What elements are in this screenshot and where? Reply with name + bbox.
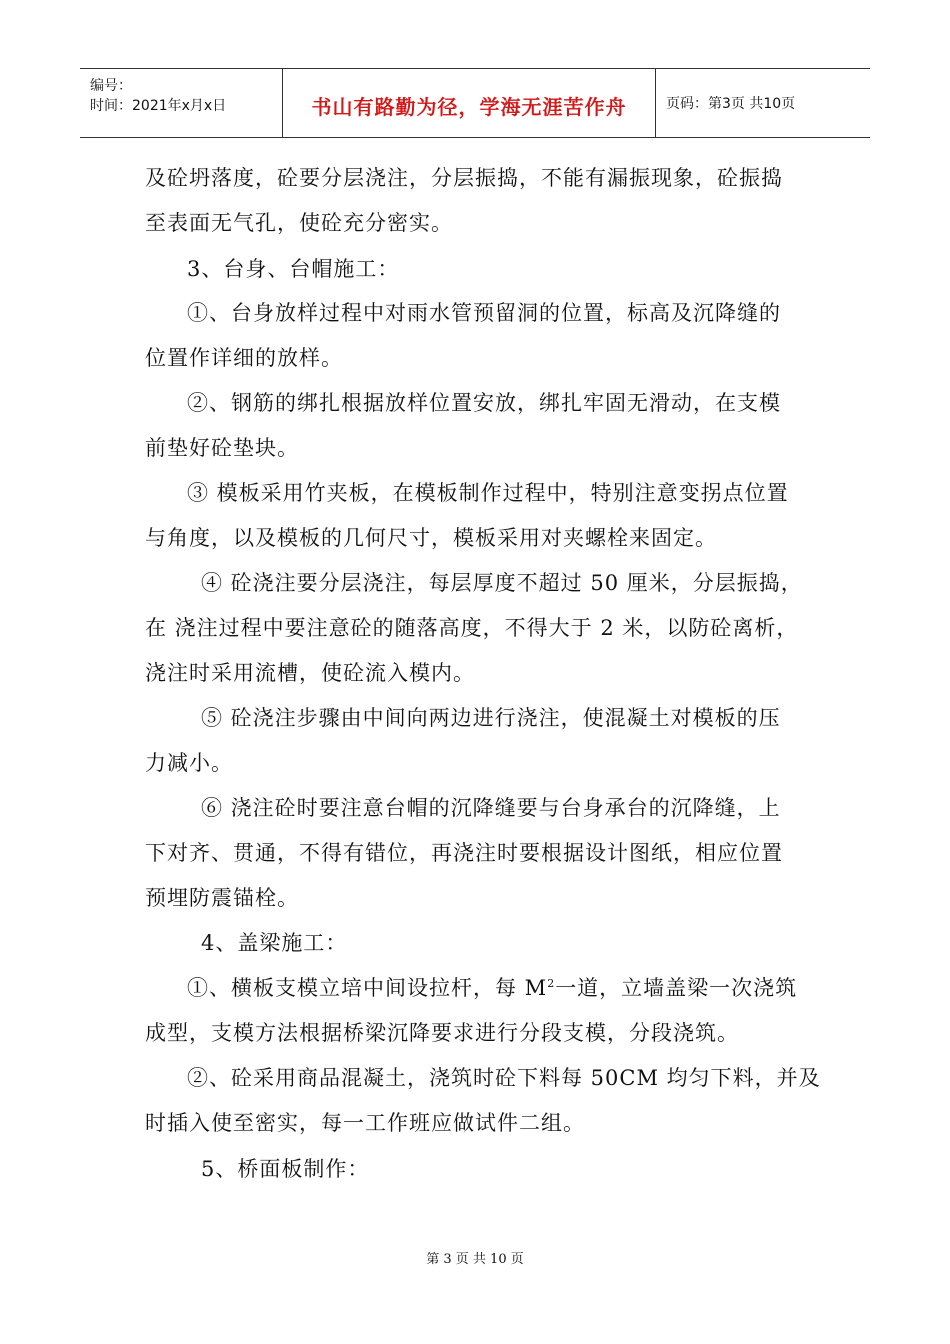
text-line: 至表面无气孔，使砼充分密实。 bbox=[145, 211, 453, 235]
section-heading: 3、台身、台帽施工： bbox=[187, 257, 400, 281]
text-line: 在 浇注过程中要注意砼的随落高度，不得大于 2 米，以防砼离析， bbox=[145, 616, 799, 640]
text-line: 力减小。 bbox=[145, 751, 233, 775]
header-right-cell bbox=[656, 69, 870, 137]
text-line: 浇注时采用流槽，使砼流入模内。 bbox=[145, 661, 475, 685]
header-motto: 书山有路勤为径，学海无涯苦作舟 bbox=[311, 95, 627, 119]
header-left-cell bbox=[80, 69, 283, 137]
document-header bbox=[80, 68, 870, 138]
superscript: 2 bbox=[547, 977, 556, 990]
text-line: ⑤ 砼浇注步骤由中间向两边进行浇注，使混凝土对模板的压 bbox=[201, 706, 781, 730]
text-line: 及砼坍落度，砼要分层浇注，分层振捣，不能有漏振现象，砼振捣 bbox=[145, 166, 783, 190]
number-label: 编号： bbox=[90, 78, 132, 94]
text-line bbox=[187, 972, 797, 1002]
text-segment: ①、横板支模立培中间设拉杆，每 M bbox=[187, 976, 548, 1000]
text-segment: 一道，立墙盖梁一次浇筑 bbox=[555, 976, 798, 1000]
text-line: 与角度，以及模板的几何尺寸，模板采用对夹螺栓来固定。 bbox=[145, 526, 717, 550]
text-line: ③ 模板采用竹夹板，在模板制作过程中，特别注意变拐点位置 bbox=[187, 481, 789, 505]
text-line: 前垫好砼垫块。 bbox=[145, 436, 299, 460]
text-line: ④ 砼浇注要分层浇注，每层厚度不超过 50 厘米，分层振捣， bbox=[201, 571, 803, 595]
text-line: ⑥ 浇注砼时要注意台帽的沉降缝要与台身承台的沉降缝，上 bbox=[201, 796, 781, 820]
section-heading: 5、桥面板制作： bbox=[201, 1157, 370, 1181]
section-heading: 4、盖梁施工： bbox=[201, 931, 348, 955]
text-line: 预埋防震锚栓。 bbox=[145, 886, 299, 910]
text-line: ①、台身放样过程中对雨水管预留洞的位置，标高及沉降缝的 bbox=[187, 301, 781, 325]
text-line: ②、钢筋的绑扎根据放样位置安放，绑扎牢固无滑动，在支模 bbox=[187, 391, 781, 415]
text-line: 成型，支模方法根据桥梁沉降要求进行分段支模，分段浇筑。 bbox=[145, 1021, 739, 1045]
text-line: 位置作详细的放样。 bbox=[145, 346, 343, 370]
header-center-cell bbox=[283, 69, 656, 137]
text-line: 下对齐、贯通，不得有错位，再浇注时要根据设计图纸，相应位置 bbox=[145, 841, 783, 865]
text-line: 时插入使至密实，每一工作班应做试件二组。 bbox=[145, 1111, 585, 1135]
time-label: 时间：2021年x月x日 bbox=[90, 98, 227, 114]
page-info: 页码：第3页 共10页 bbox=[666, 96, 796, 112]
page-footer: 第 3 页 共 10 页 bbox=[426, 1252, 524, 1267]
text-line: ②、砼采用商品混凝土，浇筑时砼下料每 50CM 均匀下料，并及 bbox=[187, 1066, 821, 1090]
